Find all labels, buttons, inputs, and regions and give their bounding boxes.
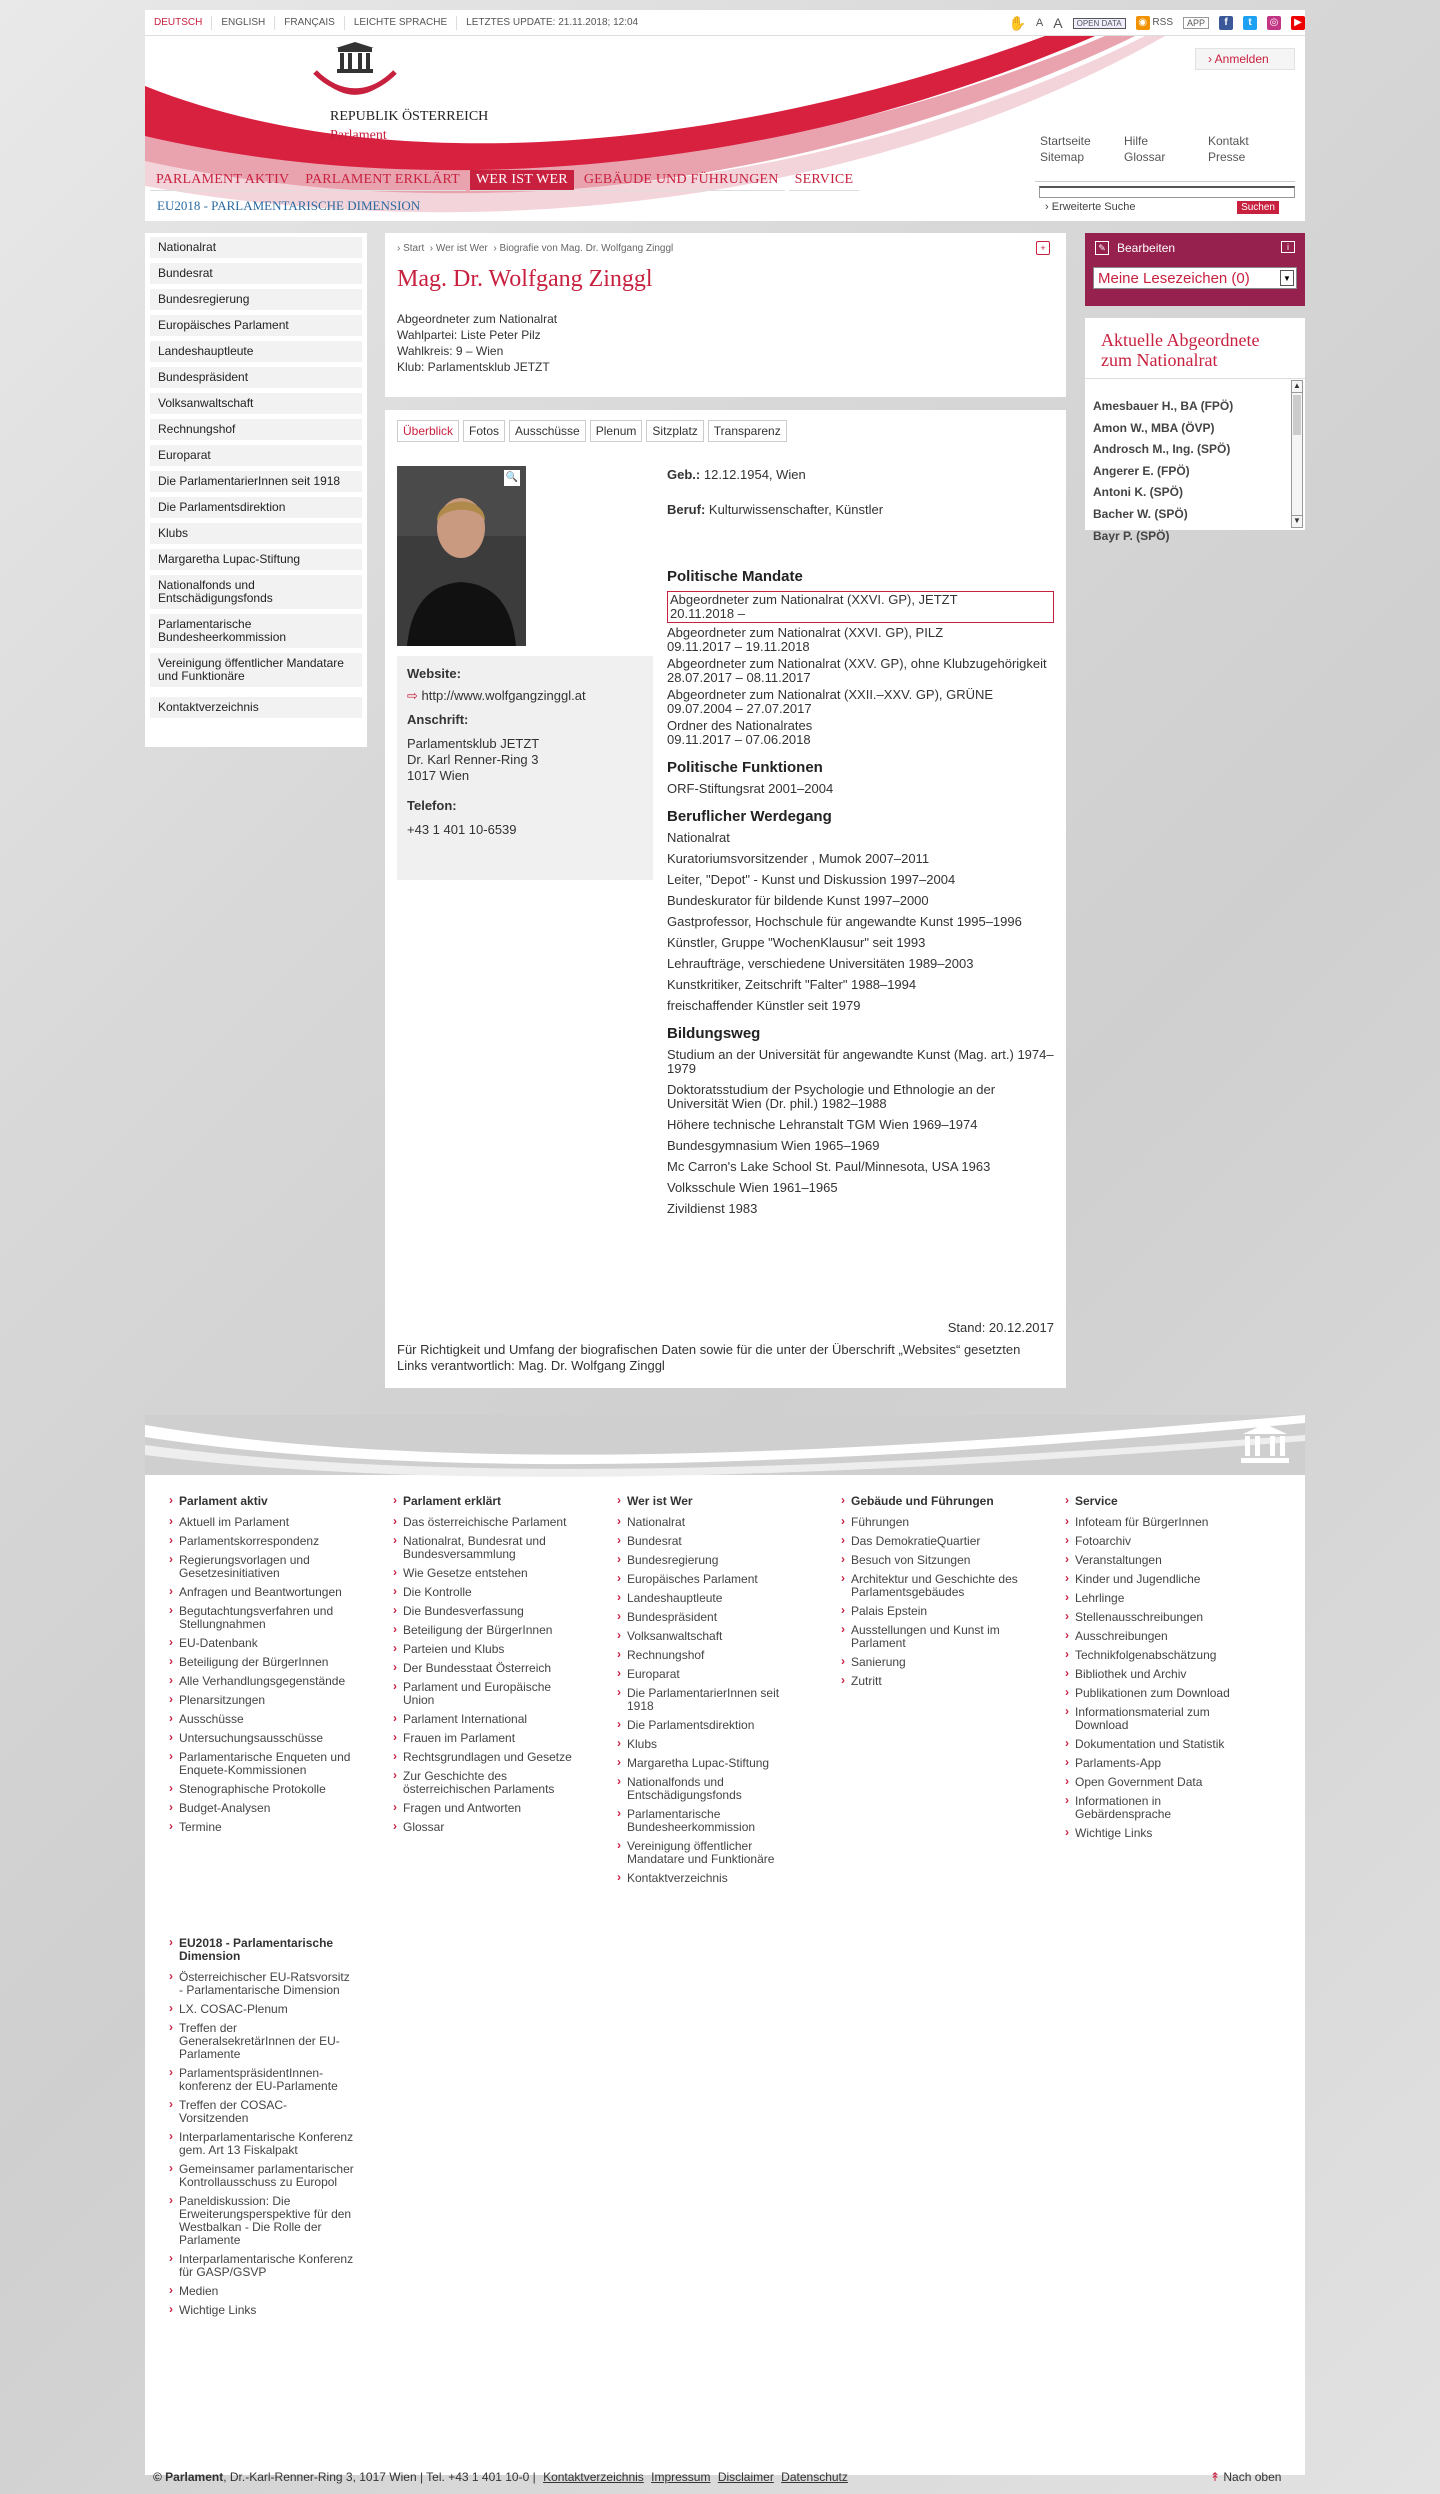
footer-link[interactable]: › Parlaments-App: [1061, 1757, 1251, 1770]
mp-list: [1093, 396, 1293, 543]
footer-link[interactable]: › Bundespräsident: [613, 1611, 803, 1624]
leftnav-item[interactable]: Europarat: [150, 445, 362, 466]
footer-col-eu2018: [165, 1937, 355, 2323]
profession-value: Kulturwissenschafter, Künstler: [708, 502, 884, 517]
footer-col-title[interactable]: › Parlament aktiv: [165, 1495, 355, 1508]
footer-link[interactable]: › Wie Gesetze entstehen: [389, 1567, 579, 1580]
footer-band: [145, 1415, 1305, 1475]
mandate-title: Abgeordneter zum Nationalrat (XXII.–XXV. GP), GRÜNE: [667, 687, 994, 702]
search-box: [1035, 181, 1295, 215]
birth-label: Geb.:: [667, 467, 701, 482]
leftnav-item[interactable]: Vereinigung öffentlicher Mandatare und Funktionäre: [150, 653, 362, 687]
footer-link[interactable]: › Europarat: [613, 1668, 803, 1681]
footer-link[interactable]: › Palais Epstein: [837, 1605, 1027, 1618]
mandate-period: 09.11.2017 – 07.06.2018: [667, 732, 811, 747]
leftnav-item[interactable]: Bundesregierung: [150, 289, 362, 310]
footer-col-wer-ist-wer: [613, 1495, 803, 1891]
footer-link[interactable]: › Treffen der GeneralsekretärInnen der EU-Parlamente: [165, 2022, 355, 2061]
footer-link[interactable]: › Parlament und Europäische Union: [389, 1681, 579, 1707]
footer-link[interactable]: › Begutachtungsverfahren und Stellungnahmen: [165, 1605, 355, 1631]
footer-link[interactable]: › Parlament International: [389, 1713, 579, 1726]
bookmarks-value: Meine Lesezeichen (0): [1098, 270, 1250, 287]
footer-link[interactable]: › Aktuell im Parlament: [165, 1516, 355, 1529]
footer-link[interactable]: › Interparlamentarische Konferenz gem. Art 13 Fiskalpakt: [165, 2131, 355, 2157]
leftnav-item[interactable]: Margaretha Lupac-Stiftung: [150, 549, 362, 570]
phone-label: Telefon:: [407, 798, 457, 813]
mp-item[interactable]: Amon W., MBA (ÖVP): [1093, 420, 1215, 435]
footer-link[interactable]: › Österreichischer EU-Ratsvorsitz - Parlamentarische Dimension: [165, 1971, 355, 1997]
footer-link[interactable]: › Die Parlamentsdirektion: [613, 1719, 803, 1732]
funktionen-list: [667, 782, 1054, 796]
top-icons: [1008, 10, 1305, 36]
person-header: [385, 233, 1066, 397]
logo-title: REPUBLIK ÖSTERREICH: [330, 109, 489, 124]
mp-item[interactable]: Amesbauer H., BA (FPÖ): [1093, 399, 1234, 413]
parliament-building-icon: [305, 42, 405, 102]
back-to-top-label: Nach oben: [1223, 2470, 1282, 2484]
footer-link[interactable]: › Stenographische Protokolle: [165, 1783, 355, 1796]
mandate-title: Abgeordneter zum Nationalrat (XXV. GP), ohne Klubzugehörigkeit: [667, 656, 1047, 671]
mp-item[interactable]: Bayr P. (SPÖ): [1093, 528, 1170, 543]
external-link-icon: ⇨: [407, 688, 422, 703]
footer-link[interactable]: › Medien: [165, 2285, 355, 2298]
mp-item[interactable]: Bacher W. (SPÖ): [1093, 506, 1188, 521]
footer-link[interactable]: › Das DemokratieQuartier: [837, 1535, 1027, 1548]
footer-link[interactable]: › Bundesregierung: [613, 1554, 803, 1567]
footer-col-parlament-aktiv: [165, 1495, 355, 1840]
footer-link[interactable]: › Klubs: [613, 1738, 803, 1751]
werdegang-list: [667, 831, 1054, 1013]
chevron-right-icon: ›: [1045, 201, 1052, 213]
breadcrumb-current: Biografie von Mag. Dr. Wolfgang Zinggl: [499, 243, 674, 254]
open-data-link[interactable]: OPEN DATA: [1073, 18, 1126, 29]
lang-deutsch[interactable]: DEUTSCH: [145, 16, 212, 30]
footer-link[interactable]: › Europäisches Parlament: [613, 1573, 803, 1586]
footer-link-impressum[interactable]: Impressum: [651, 2470, 711, 2484]
rss-link[interactable]: [1136, 16, 1173, 30]
website-link[interactable]: [407, 688, 643, 704]
edit-label: Bearbeiten: [1117, 241, 1176, 255]
funktionen-item: ORF-Stiftungsrat 2001–2004: [667, 781, 834, 796]
edit-button[interactable]: [1093, 241, 1297, 255]
leftnav-item[interactable]: Parlamentarische Bundesheerkommission: [150, 614, 362, 648]
startseite-link[interactable]: Startseite: [1040, 134, 1091, 148]
contact-box: [397, 656, 653, 880]
lang-english[interactable]: ENGLISH: [212, 16, 275, 30]
footer-col-service: [1061, 1495, 1251, 1846]
footer-link-kontakt[interactable]: Kontaktverzeichnis: [543, 2470, 644, 2484]
nav-gebaeude[interactable]: GEBÄUDE UND FÜHRUNGEN: [578, 170, 785, 191]
util-col-2: [1124, 133, 1165, 165]
footer-link[interactable]: › Termine: [165, 1821, 355, 1834]
tab-bar: [397, 420, 787, 442]
footer-link[interactable]: › Nationalrat: [613, 1516, 803, 1529]
page-title: Mag. Dr. Wolfgang Zinggl: [397, 266, 653, 292]
footer-link[interactable]: › Publikationen zum Download: [1061, 1687, 1251, 1700]
tab-fotos[interactable]: Fotos: [463, 420, 505, 442]
footer-link[interactable]: › Dokumentation und Statistik: [1061, 1738, 1251, 1751]
facebook-icon[interactable]: f: [1219, 16, 1233, 30]
footer-address: , Dr.-Karl-Renner-Ring 3, 1017 Wien | Tel. +43 1 401 10-0 |: [223, 2470, 536, 2484]
site-footer: [145, 1415, 1305, 2475]
mandate-list: [667, 591, 1054, 747]
meta-line: Wahlkreis: 9 – Wien: [397, 344, 504, 358]
leftnav-item[interactable]: Die ParlamentarierInnen seit 1918: [150, 471, 362, 492]
breadcrumb-wer-ist-wer[interactable]: Wer ist Wer: [435, 243, 488, 254]
footer-link[interactable]: › Regierungsvorlagen und Gesetzesinitiativen: [165, 1554, 355, 1580]
footer-link[interactable]: › Lehrlinge: [1061, 1592, 1251, 1605]
footer-link[interactable]: › Informationsmaterial zum Download: [1061, 1706, 1251, 1732]
mp-list-scrollbar[interactable]: [1291, 380, 1303, 528]
footer-link[interactable]: › Das österreichische Parlament: [389, 1516, 579, 1529]
bookmarks-select[interactable]: [1093, 267, 1297, 289]
bildung-item: Höhere technische Lehranstalt TGM Wien 1969–1974: [667, 1117, 978, 1132]
werdegang-item: Nationalrat: [667, 830, 730, 845]
zoom-icon[interactable]: 🔍: [504, 470, 520, 486]
footer-link[interactable]: › Wichtige Links: [165, 2304, 355, 2317]
back-to-top-link[interactable]: [1210, 2470, 1281, 2484]
footer-link[interactable]: › Vereinigung öffentlicher Mandatare und Funktionäre: [613, 1840, 803, 1866]
footer-link[interactable]: › Parteien und Klubs: [389, 1643, 579, 1656]
address-line: Parlamentsklub JETZT: [407, 736, 540, 751]
werdegang-item: Leiter, "Depot" - Kunst und Diskussion 1997–2004: [667, 872, 956, 887]
chevron-right-icon: ›: [1208, 52, 1215, 66]
chevron-down-icon: ▼: [1280, 270, 1294, 286]
werdegang-item: Bundeskurator für bildende Kunst 1997–2000: [667, 893, 929, 908]
youtube-icon[interactable]: ▶: [1291, 16, 1305, 30]
mandate-heading: Politische Mandate: [667, 568, 803, 585]
leftnav-item[interactable]: Landeshauptleute: [150, 341, 362, 362]
sign-language-icon[interactable]: ✋: [1008, 14, 1026, 31]
footer-col-title[interactable]: › Gebäude und Führungen: [837, 1495, 1027, 1508]
footer-link-disclaimer[interactable]: Disclaimer: [717, 2470, 774, 2484]
footer-link[interactable]: › Treffen der COSAC-Vorsitzenden: [165, 2099, 355, 2125]
footer-link[interactable]: › Beteiligung der BürgerInnen: [165, 1656, 355, 1669]
site-header: [145, 36, 1305, 221]
footer-link[interactable]: › Stellenausschreibungen: [1061, 1611, 1251, 1624]
language-switcher: [145, 10, 647, 36]
leftnav-item[interactable]: Volksanwaltschaft: [150, 393, 362, 414]
disclaimer: Für Richtigkeit und Umfang der biografischen Daten sowie für die unter der Überschrift „Websites“ gesetzten Links verantwortlich: Mag. Dr. Wolfgang Zinggl: [397, 1342, 1021, 1373]
copyright-label: © Parlament: [153, 2470, 224, 2484]
footer-link[interactable]: › Technikfolgenabschätzung: [1061, 1649, 1251, 1662]
footer-link[interactable]: › Parlamentarische Enqueten und Enquete-Kommissionen: [165, 1751, 355, 1777]
footer-link[interactable]: › Parlamentarische Bundesheerkommission: [613, 1808, 803, 1834]
twitter-icon[interactable]: t: [1243, 16, 1257, 30]
footer-link[interactable]: › Die Bundesverfassung: [389, 1605, 579, 1618]
footer-col-title[interactable]: › Service: [1061, 1495, 1251, 1508]
meta-line: Wahlpartei: Liste Peter Pilz: [397, 328, 541, 342]
subnav-eu2018[interactable]: EU2018 - PARLAMENTARISCHE DIMENSION: [157, 198, 421, 213]
meta-line: Abgeordneter zum Nationalrat: [397, 312, 558, 326]
current-mps-box: [1085, 318, 1305, 543]
info-icon[interactable]: i: [1281, 241, 1295, 253]
footer-link-datenschutz[interactable]: Datenschutz: [781, 2470, 848, 2484]
current-mps-title: Aktuelle Abgeordnete zum Nationalrat: [1085, 318, 1305, 379]
main-nav: [150, 170, 859, 191]
footer-link[interactable]: › Alle Verhandlungsgegenstände: [165, 1675, 355, 1688]
footer-link[interactable]: › Infoteam für BürgerInnen: [1061, 1516, 1251, 1529]
bildung-item: Bundesgymnasium Wien 1965–1969: [667, 1138, 880, 1153]
rss-icon: ◉: [1136, 16, 1150, 30]
footer-link[interactable]: › Bundesrat: [613, 1535, 803, 1548]
stand-date: Stand: 20.12.2017: [947, 1320, 1054, 1335]
leftnav-item[interactable]: Die Parlamentsdirektion: [150, 497, 362, 518]
footer-link[interactable]: › Bibliothek und Archiv: [1061, 1668, 1251, 1681]
leftnav-item[interactable]: Europäisches Parlament: [150, 315, 362, 336]
footer-link[interactable]: › Rechnungshof: [613, 1649, 803, 1662]
footer-link[interactable]: › Fotoarchiv: [1061, 1535, 1251, 1548]
footer-link[interactable]: › LX. COSAC-Plenum: [165, 2003, 355, 2016]
footer-col-title[interactable]: › Wer ist Wer: [613, 1495, 803, 1508]
birth-value: 12.12.1954, Wien: [703, 467, 806, 482]
scroll-thumb[interactable]: [1293, 395, 1301, 435]
footer-link[interactable]: › Die ParlamentarierInnen seit 1918: [613, 1687, 803, 1713]
kontakt-link[interactable]: Kontakt: [1208, 134, 1249, 148]
mandate-period: 20.11.2018 –: [670, 606, 745, 621]
mp-item[interactable]: Angerer E. (FPÖ): [1093, 463, 1190, 478]
tab-transparenz[interactable]: Transparenz: [708, 420, 787, 442]
footer-link[interactable]: › Veranstaltungen: [1061, 1554, 1251, 1567]
werdegang-item: Lehraufträge, verschiedene Universitäten 1989–2003: [667, 956, 974, 971]
presse-link[interactable]: Presse: [1208, 150, 1246, 164]
lang-leichte-sprache[interactable]: LEICHTE SPRACHE: [345, 16, 457, 30]
parliament-logo[interactable]: [305, 42, 405, 102]
mandate-title: Ordner des Nationalrates: [667, 718, 813, 733]
footer-link[interactable]: › Ausstellungen und Kunst im Parlament: [837, 1624, 1027, 1650]
footer-link[interactable]: › Paneldiskussion: Die Erweiterungsperspektive für den Westbalkan - Die Rolle der Parlamente: [165, 2195, 355, 2247]
tab-plenum[interactable]: Plenum: [590, 420, 643, 442]
app-link[interactable]: APP: [1183, 17, 1209, 29]
footer-col-parlament-erklaert: [389, 1495, 579, 1840]
lang-francais[interactable]: FRANÇAIS: [275, 16, 345, 30]
main-content: [385, 410, 1066, 1388]
biography: [667, 466, 1054, 1223]
login-label: Anmelden: [1214, 52, 1269, 66]
mandate-item: [667, 626, 1054, 654]
leftnav-item[interactable]: Nationalrat: [150, 237, 362, 258]
copyright: [153, 2470, 848, 2484]
mandate-item: [667, 657, 1054, 685]
werdegang-item: Kunstkritiker, Zeitschrift "Falter" 1988–1994: [667, 977, 917, 992]
werdegang-item: freischaffender Künstler seit 1979: [667, 998, 861, 1013]
leftnav-item[interactable]: Bundesrat: [150, 263, 362, 284]
nav-service[interactable]: SERVICE: [789, 170, 860, 191]
footer-link[interactable]: › Budget-Analysen: [165, 1802, 355, 1815]
footer-link[interactable]: › EU-Datenbank: [165, 1637, 355, 1650]
werdegang-item: Gastprofessor, Hochschule für angewandte Kunst 1995–1996: [667, 914, 1022, 929]
footer-link[interactable]: › Parlamentskorrespondenz: [165, 1535, 355, 1548]
portrait-photo[interactable]: [397, 466, 526, 646]
mandate-title: Abgeordneter zum Nationalrat (XXVI. GP), PILZ: [667, 625, 944, 640]
leftnav-item[interactable]: Kontaktverzeichnis: [150, 697, 362, 718]
hilfe-link[interactable]: Hilfe: [1124, 134, 1149, 148]
footer-link[interactable]: › Kinder und Jugendliche: [1061, 1573, 1251, 1586]
breadcrumb-start[interactable]: Start: [403, 243, 425, 254]
mandate-period: 09.07.2004 – 27.07.2017: [667, 701, 812, 716]
arrow-up-icon: ↟: [1210, 2470, 1224, 2484]
profession-label: Beruf:: [667, 502, 706, 517]
footer-link[interactable]: › Interparlamentarische Konferenz für GASP/GSVP: [165, 2253, 355, 2279]
bildung-list: [667, 1048, 1054, 1216]
leftnav-item[interactable]: Klubs: [150, 523, 362, 544]
mp-item[interactable]: Androsch M., Ing. (SPÖ): [1093, 442, 1231, 457]
font-small-button[interactable]: A: [1035, 17, 1044, 29]
mandate-title: Abgeordneter zum Nationalrat (XXVI. GP), JETZT: [670, 592, 958, 607]
parliament-building-icon: [1235, 1420, 1295, 1470]
address-line: Dr. Karl Renner-Ring 3: [407, 752, 539, 767]
top-bar: [145, 10, 1305, 36]
breadcrumb: › Start › Wer ist Wer › Biografie von Mag. Dr. Wolfgang Zinggl: [397, 243, 674, 254]
leftnav-item[interactable]: Nationalfonds und Entschädigungsfonds: [150, 575, 362, 609]
address-label: Anschrift:: [407, 712, 469, 727]
footer-link[interactable]: › Open Government Data: [1061, 1776, 1251, 1789]
bildung-heading: Bildungsweg: [667, 1025, 761, 1042]
footer-link[interactable]: › Glossar: [389, 1821, 579, 1834]
mandate-item: [667, 688, 1054, 716]
advanced-search-label: Erweiterte Suche: [1051, 201, 1136, 213]
bildung-item: Zivildienst 1983: [667, 1201, 758, 1216]
util-col-3: [1208, 133, 1249, 165]
footer-link[interactable]: › Besuch von Sitzungen: [837, 1554, 1027, 1567]
address-line: 1017 Wien: [407, 768, 470, 783]
bildung-item: Volksschule Wien 1961–1965: [667, 1180, 838, 1195]
footer-col-gebaeude: [837, 1495, 1027, 1694]
bookmark-icon[interactable]: +: [1036, 241, 1050, 255]
scroll-up-icon[interactable]: ▲: [1292, 381, 1302, 393]
mandate-period: 09.11.2017 – 19.11.2018: [667, 639, 810, 654]
footer-swoosh: [145, 1415, 1305, 1475]
edit-icon: ✎: [1095, 241, 1109, 255]
werdegang-heading: Beruflicher Werdegang: [667, 808, 832, 825]
funktionen-heading: Politische Funktionen: [667, 759, 823, 776]
mandate-period: 28.07.2017 – 08.11.2017: [667, 670, 811, 685]
portrait-image: [397, 466, 526, 646]
util-col-1: [1040, 133, 1091, 165]
footer-link[interactable]: › Beteiligung der BürgerInnen: [389, 1624, 579, 1637]
mandate-item: [667, 719, 1054, 747]
footer-link[interactable]: › Gemeinsamer parlamentarischer Kontrollausschuss zu Europol: [165, 2163, 355, 2189]
nav-parlament-erklaert[interactable]: PARLAMENT ERKLÄRT: [299, 170, 466, 191]
mandate-item: [667, 591, 1054, 623]
left-nav: [145, 233, 367, 747]
footer-link[interactable]: › Nationalfonds und Entschädigungsfonds: [613, 1776, 803, 1802]
footer-link[interactable]: › Zur Geschichte des österreichischen Parlaments: [389, 1770, 579, 1796]
footer-link[interactable]: › Wichtige Links: [1061, 1827, 1251, 1840]
footer-link[interactable]: › Anfragen und Beantwortungen: [165, 1586, 355, 1599]
werdegang-item: Künstler, Gruppe "WochenKlausur" seit 1993: [667, 935, 926, 950]
search-input[interactable]: [1039, 186, 1295, 198]
meta-line: Klub: Parlamentsklub JETZT: [397, 360, 550, 374]
profession: [667, 501, 1054, 518]
footer-link[interactable]: › Rechtsgrundlagen und Gesetze: [389, 1751, 579, 1764]
footer-col-title[interactable]: › EU2018 - Parlamentarische Dimension: [165, 1937, 355, 1963]
footer-link[interactable]: › Ausschüsse: [165, 1713, 355, 1726]
website-url: http://www.wolfgangzinggl.at: [421, 688, 586, 703]
leftnav-item[interactable]: Bundespräsident: [150, 367, 362, 388]
instagram-icon[interactable]: ◎: [1267, 16, 1281, 30]
footer-col-title[interactable]: › Parlament erklärt: [389, 1495, 579, 1508]
last-update: LETZTES UPDATE: 21.11.2018; 12:04: [466, 17, 639, 28]
nav-wer-ist-wer[interactable]: WER IST WER: [470, 170, 574, 191]
werdegang-item: Kuratoriumsvorsitzender , Mumok 2007–2011: [667, 851, 930, 866]
sitemap-link[interactable]: Sitemap: [1040, 150, 1085, 164]
person-meta: [397, 311, 1054, 375]
footer-link[interactable]: › Die Kontrolle: [389, 1586, 579, 1599]
phone: +43 1 401 10-6539: [407, 822, 517, 837]
footer-link[interactable]: › Architektur und Geschichte des Parlamentsgebäudes: [837, 1573, 1027, 1599]
login-button[interactable]: [1195, 48, 1295, 70]
footer-link[interactable]: › Untersuchungsausschüsse: [165, 1732, 355, 1745]
font-large-button[interactable]: A: [1053, 15, 1063, 31]
scroll-down-icon[interactable]: ▼: [1293, 516, 1301, 525]
footer-link[interactable]: › Landeshauptleute: [613, 1592, 803, 1605]
footer-link[interactable]: › Nationalrat, Bundesrat und Bundesversammlung: [389, 1535, 579, 1561]
footer-link[interactable]: › Sanierung: [837, 1656, 1027, 1669]
tab-ueberblick[interactable]: Überblick: [397, 420, 459, 442]
footer-link[interactable]: › Fragen und Antworten: [389, 1802, 579, 1815]
bildung-item: Studium an der Universität für angewandte Kunst (Mag. art.) 1974–1979: [667, 1047, 1054, 1076]
bildung-item: Mc Carron's Lake School St. Paul/Minnesota, USA 1963: [667, 1159, 991, 1174]
bookmark-box: [1085, 233, 1305, 306]
leftnav-item[interactable]: Rechnungshof: [150, 419, 362, 440]
tab-sitzplatz[interactable]: Sitzplatz: [646, 420, 703, 442]
nav-parlament-aktiv[interactable]: PARLAMENT AKTIV: [150, 170, 295, 191]
footer-link[interactable]: › Der Bundesstaat Österreich: [389, 1662, 579, 1675]
mp-item[interactable]: Antoni K. (SPÖ): [1093, 485, 1183, 500]
footer-link[interactable]: › Plenarsitzungen: [165, 1694, 355, 1707]
footer-link[interactable]: › Volksanwaltschaft: [613, 1630, 803, 1643]
footer-link[interactable]: › ParlamentspräsidentInnen-konferenz der EU-Parlamente: [165, 2067, 355, 2093]
advanced-search-link[interactable]: [1045, 201, 1136, 213]
footer-link[interactable]: › Frauen im Parlament: [389, 1732, 579, 1745]
footer-link[interactable]: › Ausschreibungen: [1061, 1630, 1251, 1643]
footer-link[interactable]: › Margaretha Lupac-Stiftung: [613, 1757, 803, 1770]
footer-link[interactable]: › Führungen: [837, 1516, 1027, 1529]
rss-label: RSS: [1152, 17, 1173, 28]
tab-ausschuesse[interactable]: Ausschüsse: [509, 420, 586, 442]
bildung-item: Doktoratsstudium der Psychologie und Ethnologie an der Universität Wien (Dr. phil.) 1982–1988: [667, 1082, 996, 1111]
footer-link[interactable]: › Informationen in Gebärdensprache: [1061, 1795, 1251, 1821]
glossar-link[interactable]: Glossar: [1124, 150, 1166, 164]
footer-link[interactable]: › Zutritt: [837, 1675, 1027, 1688]
footer-link[interactable]: › Kontaktverzeichnis: [613, 1872, 803, 1885]
search-button[interactable]: Suchen: [1237, 201, 1279, 214]
logo-subtitle: Parlament: [330, 128, 387, 143]
address: [407, 736, 643, 784]
birth: [667, 466, 1054, 483]
website-label: Website:: [407, 666, 461, 681]
